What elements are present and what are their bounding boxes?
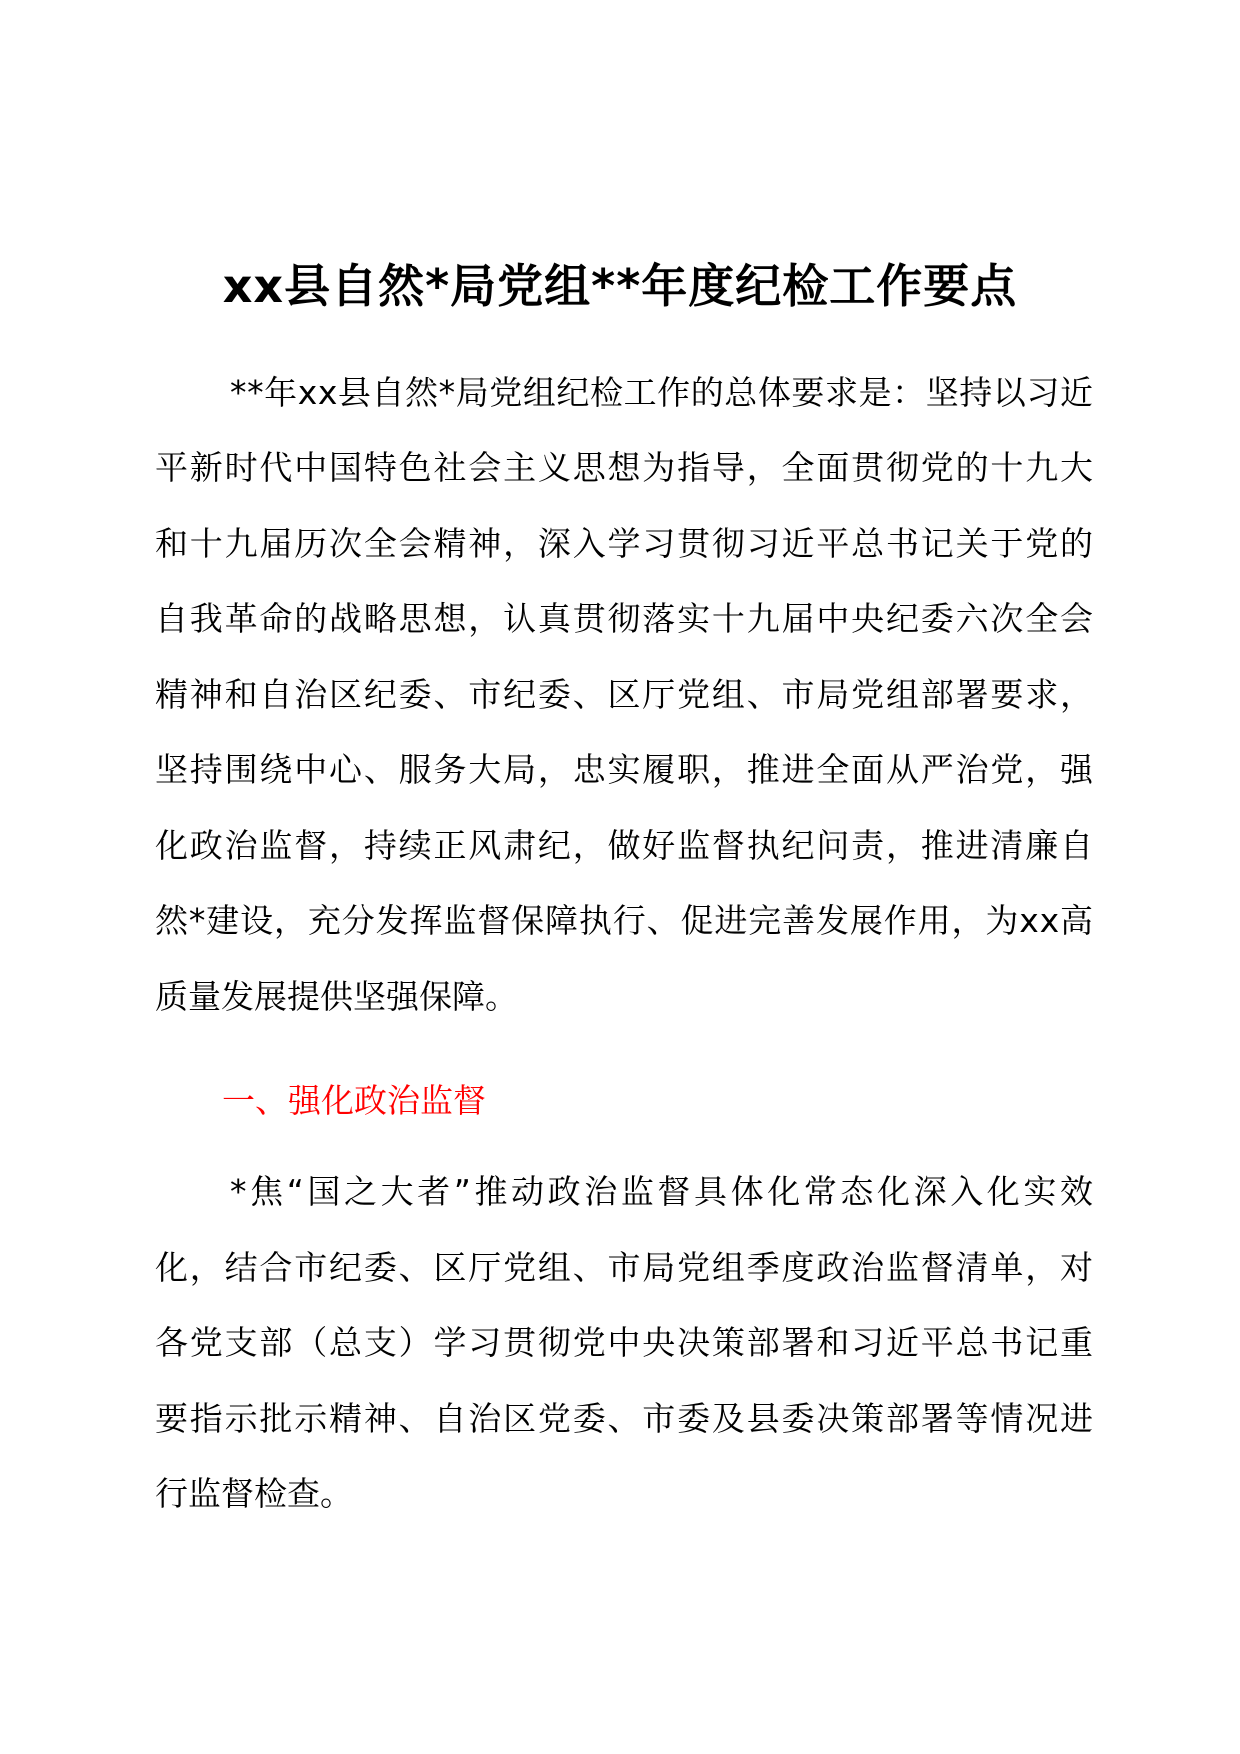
text-line: 平新时代中国特色社会主义思想为指导，全面贯彻党的十九大 [155,448,1095,487]
section-heading: 一、强化政治监督 [222,1081,486,1120]
text-line: **年xx县自然*局党组纪检工作的总体要求是：坚持以习近 [230,373,1094,412]
text-line: 和十九届历次全会精神，深入学习贯彻习近平总书记关于党的 [155,524,1095,563]
text-line: 各党支部（总支）学习贯彻党中央决策部署和习近平总书记重 [155,1323,1095,1362]
text-line: 要指示批示精神、自治区党委、市委及县委决策部署等情况进 [155,1399,1095,1438]
text-line: 自我革命的战略思想，认真贯彻落实十九届中央纪委六次全会 [155,599,1095,638]
text-line: 然*建设，充分发挥监督保障执行、促进完善发展作用，为xx高 [155,901,1094,940]
text-line: 精神和自治区纪委、市纪委、区厅党组、市局党组部署要求， [155,675,1095,714]
text-line: 化，结合市纪委、区厅党组、市局党组季度政治监督清单，对 [155,1248,1095,1287]
text-line: 坚持围绕中心、服务大局，忠实履职，推进全面从严治党，强 [155,750,1095,789]
text-line: *焦“国之大者”推动政治监督具体化常态化深入化实效 [230,1172,1097,1211]
document-title: xx县自然*局党组**年度纪检工作要点 [222,259,1018,313]
text-line: 化政治监督，持续正风肃纪，做好监督执纪问责，推进清廉自 [155,826,1095,865]
text-line: 行监督检查。 [155,1474,353,1513]
text-line: 质量发展提供坚强保障。 [155,977,518,1016]
